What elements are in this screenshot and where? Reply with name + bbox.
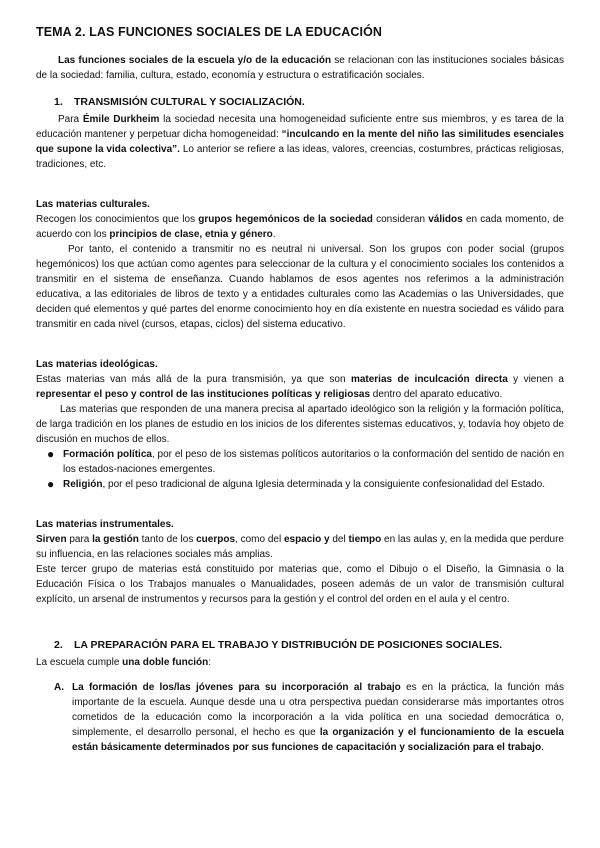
inst-text-2: tanto de los [138,534,197,545]
ideo-bold-2: representar el peso y control de las instituciones políticas y religiosas [36,389,371,400]
section-1-paragraph [36,112,564,172]
bullet-bold: Religión [63,479,103,490]
cult-bold-2: válidos [428,214,463,225]
s1-text-3: Lo anterior se refiere a las ideas, valores, creencias, costumbres, prácticas religiosas, tradiciones, etc. [36,144,564,170]
ideo-bold-1: materias de inculcación directa [350,374,508,385]
section-1-number: 1. [54,96,63,108]
cult-text-2: consideran [372,214,429,225]
inst-text-4: del [329,534,349,545]
ideological-paragraph-1 [36,372,564,402]
bullet-icon: ● [47,447,55,461]
list-item [36,477,564,492]
cult-bold-3: principios de clase, etnia y género [109,229,273,240]
a-bold-1: La formación de los/las jóvenes para su incorporación al trabajo [72,682,401,693]
section-1-heading [54,95,564,110]
bullet-icon: ● [47,477,55,491]
bullet-text: , por el peso de los sistemas políticos autoritarios o la conformación del sentido de nación en los estados-naciones emergentes. [63,449,565,475]
list-item-a [36,680,564,755]
list-item [36,447,564,477]
section-2-number: 2. [54,639,63,651]
cult-bold-1: grupos hegemónicos de la sociedad [198,214,373,225]
inst-bold-1: Sirven [36,534,67,545]
s2-bold-1: una doble función [122,657,209,668]
document-title: TEMA 2. LAS FUNCIONES SOCIALES DE LA EDUCACIÓN [36,25,383,39]
ideo-text-3: dentro del aparato educativo. [370,389,503,400]
list-item-a-text [72,680,564,755]
inst-bold-2: la gestión [92,534,139,545]
section-2-heading [54,638,564,653]
list-marker-a: A. [54,682,64,693]
a-text-1: es en la práctica, la función más importante de la escuela. Aunque desde una u otra perspectiva puedan considerarse más importantes otros cometidos de la educación como la incorporación a la vida política en una sociedad democrática o, simplemente, el desarrollo personal, el hecho es que [72,682,564,738]
bullet-text: , por el peso tradicional de alguna Iglesia determinada y la consiguiente confesionalidad del Estado. [102,479,545,490]
inst-text-1: para [66,534,93,545]
ideological-bullet-list [36,447,564,492]
section-2-title: LA PREPARACIÓN PARA EL TRABAJO Y DISTRIBUCIÓN DE POSICIONES SOCIALES. [74,639,503,651]
instrumental-paragraph-2: Este tercer grupo de materias está constituido por materias que, como el Dibujo o el Diseño, la Gimnasia o la Educación Física o los Trabajos manuales o Manualidades, poseen además de un valor de transmisión cultural explícito, un arsenal de instrumentos y recursos para la gestión y el control del orden en el aula y el centro. [36,564,564,605]
s2-text-1: La escuela cumple [36,657,123,668]
inst-bold-3: cuerpos [196,534,236,545]
s1-bold-quote: “inculcando en la mente del niño las similitudes esenciales que supone la vida colectiva”. [36,129,564,155]
s2-text-2: : [208,657,212,668]
instrumental-paragraph-1 [36,532,564,562]
a-bold-2: la organización y el funcionamiento de la escuela están básicamente determinados por sus funciones de capacitación y socialización para el trabajo [72,727,564,753]
bullet-bold: Formación política [63,449,152,460]
ideological-paragraph-2: Las materias que responden de una manera precisa al apartado ideológico son la religión y la formación política, de larga tradición en los planes de estudio en los inicios de los diferentes sistemas educativos, y, todavía hoy objeto de discusión en muchos de ellos. [36,404,564,445]
cultural-subjects-heading: Las materias culturales. [36,199,150,210]
ideo-text-1: Estas materias van más allá de la pura transmisión, ya que son [36,374,351,385]
ideological-subjects-heading: Las materias ideológicas. [36,359,158,370]
cult-text-1: Recogen los conocimientos que los [36,214,199,225]
s1-bold-durkheim: Émile Durkheim [82,114,160,125]
cultural-paragraph-1 [36,212,564,242]
cult-text-3: en cada momento, de acuerdo con los [36,214,564,240]
document-page [36,24,564,755]
a-text-2: . [541,742,544,753]
ideo-text-2: y vienen a [507,374,564,385]
intro-paragraph [36,53,564,83]
inst-bold-5: tiempo [348,534,382,545]
section-2-paragraph [36,655,564,670]
intro-bold: Las funciones sociales de la escuela y/o de la educación [58,55,332,66]
section-1-title: TRANSMISIÓN CULTURAL Y SOCIALIZACIÓN. [74,96,305,108]
s1-text-1: Para [58,114,83,125]
cult-text-4: . [272,229,276,240]
s1-text-2: la sociedad necesita una homogeneidad suficiente entre sus miembros, y es tarea de la educación mantener y perpetuar dicha homogeneidad: [36,114,564,140]
intro-text: se relacionan con las instituciones sociales básicas de la sociedad: familia, cultura, estado, economía y estructura o estratificación sociales. [36,55,564,81]
instrumental-subjects-heading: Las materias instrumentales. [36,519,174,530]
cultural-paragraph-2: Por tanto, el contenido a transmitir no es neutral ni universal. Son los grupos con poder social (grupos hegemónicos) los que actúan como agentes para seleccionar de la cultura y el conocimiento sociales los contenidos a transmitir en el sistema de enseñanza. Cuando hablamos de esos agentes nos referimos a la administración educativa, a las editoriales de libros de texto y a entidades culturales como las Academias o las Universidades, que deciden qué elementos y qué partes del enorme conocimiento hoy en día existente en nuestra sociedad es válido para transmitir en cada nivel (cursos, etapas, ciclos) del sistema educativo. [36,244,564,330]
inst-bold-4: espacio y [283,534,330,545]
inst-text-3: , como del [235,534,284,545]
inst-text-5: en las aulas y, en la medida que perdure su influencia, en las relaciones sociales más amplias. [36,534,564,560]
